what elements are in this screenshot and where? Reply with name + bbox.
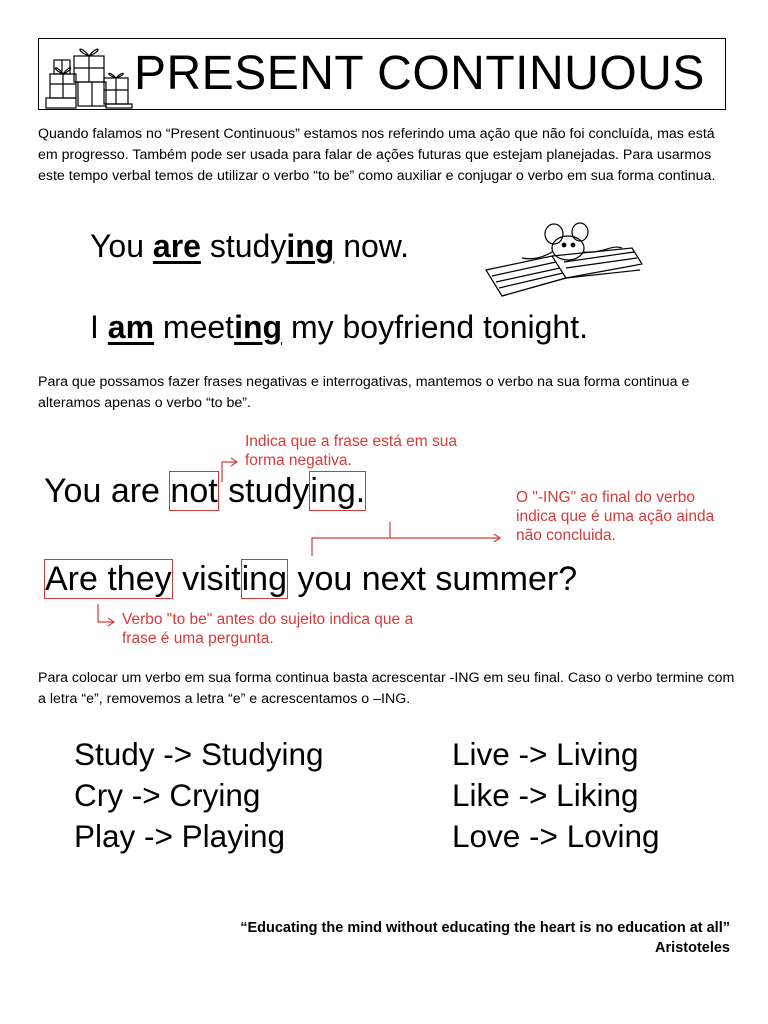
verb-item: Like -> Liking [452, 777, 639, 813]
verb-item: Love -> Loving [452, 818, 660, 854]
intro-paragraph: Quando falamos no “Present Continuous” estamos nos referindo uma ação que não foi concluída, mas está em progresso. Também pode ser usada para falar de ações futuras que estejam planejadas. Para usarmos este tempo verbal temos de utilizar o verbo “to be” como auxiliar e conjugar o verbo em sua forma continua. [38, 126, 716, 184]
are-they-highlight-box: Are they [45, 560, 172, 598]
page-title: PRESENT CONTINUOUS [134, 47, 705, 100]
verbs-left-column [74, 734, 324, 857]
quote [30, 918, 730, 958]
gift-boxes-icon [44, 38, 136, 110]
negative-paragraph: Para que possamos fazer frases negativas e interrogativas, mantemos o verbo na sua forma continua e alteramos apenas o verbo “to be”. [38, 374, 690, 411]
quote-text: “Educating the mind without educating the heart is no education at all” [240, 920, 730, 936]
verb-item: Cry -> Crying [74, 777, 261, 813]
ing-highlight-box: ing. [310, 472, 366, 510]
annotation-negative: Indica que a frase está em sua forma negativa. [245, 433, 457, 469]
negative-sentence: You are not studying. [44, 472, 366, 510]
mouse-reading-book-illustration [482, 218, 648, 304]
annotation-ing: O "-ING" ao final do verbo indica que é uma ação ainda não concluida. [516, 489, 715, 544]
not-highlight-box: not [170, 472, 218, 510]
verb-item: Study -> Studying [74, 736, 324, 772]
annotation-verb-to-be: Verbo "to be" antes do sujeito indica que a frase é uma pergunta. [122, 611, 414, 647]
example-sentence-1: You are studying now. [90, 228, 410, 264]
quote-author: Aristoteles [655, 940, 730, 956]
example-sentence-2: I am meeting my boyfriend tonight. [90, 309, 588, 345]
verb-item: Play -> Playing [74, 818, 285, 854]
verb-item: Live -> Living [452, 736, 639, 772]
ing-highlight-box-2: ing [241, 560, 287, 598]
form-paragraph: Para colocar um verbo em sua forma continua basta acrescentar -ING em seu final. Caso o verbo termine com a letra “e”, removemos a letra “e” e acrescentamos o –ING. [38, 670, 735, 707]
verbs-right-column [452, 734, 660, 857]
question-sentence: Are they visiting you next summer? [45, 560, 578, 598]
